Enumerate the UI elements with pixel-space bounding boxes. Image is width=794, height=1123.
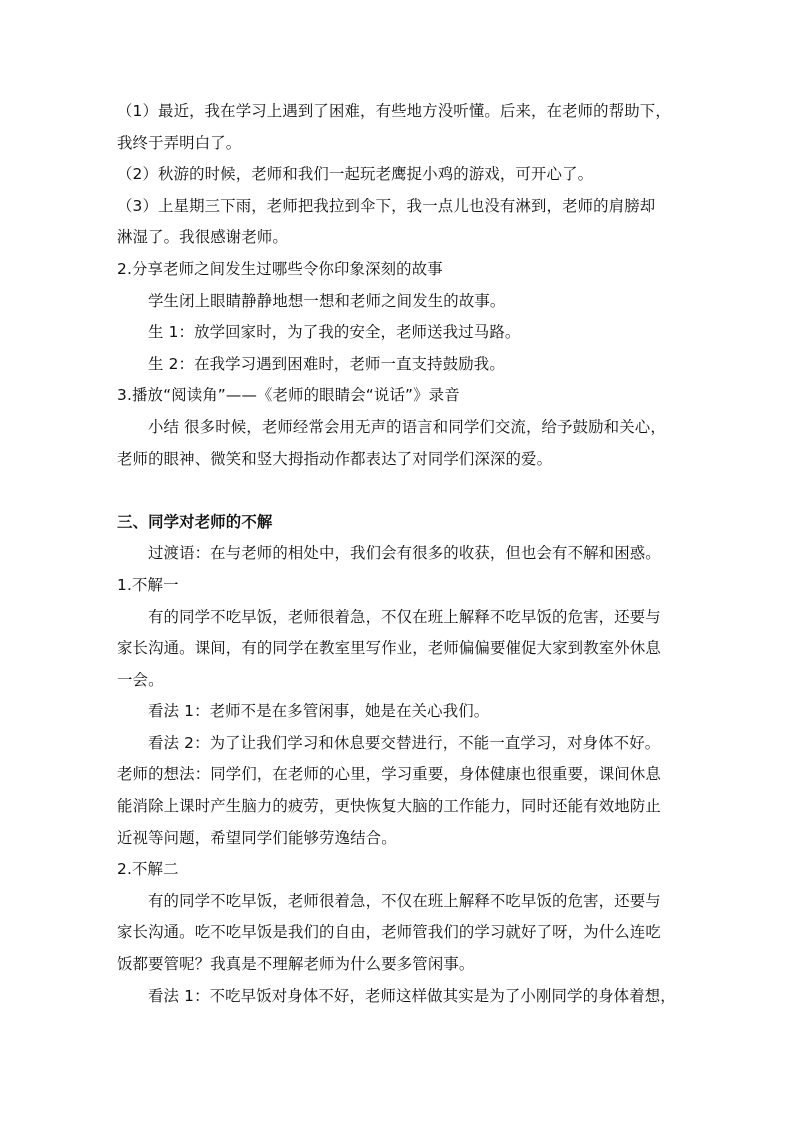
paragraph-line: 有的同学不吃早饭，老师很着急，不仅在班上解释不吃早饭的危害，还要与 (148, 607, 661, 626)
paragraph-line: 看法 1：不吃早饭对身体不好，老师这样做其实是为了小刚同学的身体着想， (148, 986, 676, 1005)
paragraph-line: 看法 2：为了让我们学习和休息要交替进行，不能一直学习，对身体不好。 (148, 733, 661, 752)
section-item-title: 3.播放“阅读角”——《老师的眼睛会“说话”》录音 (117, 386, 460, 405)
section-item-title: 2.分享老师之间发生过哪些令你印象深刻的故事 (117, 259, 443, 278)
section-heading: 三、同学对老师的不解 (117, 512, 273, 531)
paragraph-line: 有的同学不吃早饭，老师很着急，不仅在班上解释不吃早饭的危害，还要与 (148, 891, 661, 910)
document-page (117, 96, 677, 1012)
paragraph-line: 近视等问题，希望同学们能够劳逸结合。 (117, 828, 397, 847)
text-line: （1）最近，我在学习上遇到了困难，有些地方没听懂。后来，在老师的帮助下， (117, 102, 671, 120)
section-item-title: 1.不解一 (117, 575, 179, 594)
paragraph-line: 小结 很多时候，老师经常会用无声的语言和同学们交流，给予鼓励和关心， (148, 417, 666, 436)
paragraph-line: 家长沟通。课间，有的同学在教室里写作业，老师偏偏要催促大家到教室外休息 (117, 639, 661, 658)
section-item-title: 2.不解二 (117, 860, 179, 879)
text-line: （3）上星期三下雨，老师把我拉到伞下，我一点儿也没有淋到，老师的肩膀却 (117, 196, 656, 215)
paragraph-line: 生 1：放学回家时，为了我的安全，老师送我过马路。 (148, 323, 521, 342)
paragraph-line: 家长沟通。吃不吃早饭是我们的自由，老师管我们的学习就好了呀，为什么连吃 (117, 923, 661, 942)
paragraph-line: 能消除上课时产生脑力的疲劳，更快恢复大脑的工作能力，同时还能有效地防止 (117, 797, 661, 816)
text-line: （2）秋游的时候，老师和我们一起玩老鹰捉小鸡的游戏，可开心了。 (117, 165, 594, 184)
paragraph-line: 学生闭上眼睛静静地想一想和老师之间发生的故事。 (148, 291, 506, 310)
text-line: 我终于弄明白了。 (117, 133, 242, 152)
paragraph-line: 老师的想法：同学们，在老师的心里，学习重要，身体健康也很重要，课间休息 (117, 765, 661, 784)
paragraph-line: 一会。 (117, 670, 164, 689)
paragraph-line: 生 2：在我学习遇到困难时，老师一直支持鼓励我。 (148, 354, 505, 373)
paragraph-line: 看法 1：老师不是在多管闲事，她是在关心我们。 (148, 702, 490, 721)
text-line: 淋湿了。我很感谢老师。 (117, 228, 288, 247)
paragraph-line: 饭都要管呢？我真是不理解老师为什么要多管闲事。 (117, 955, 475, 974)
paragraph-line: 老师的眼神、微笑和竖大拇指动作都表达了对同学们深深的爱。 (117, 449, 553, 468)
blank-line (117, 475, 677, 507)
paragraph-line: 过渡语：在与老师的相处中，我们会有很多的收获，但也会有不解和困惑。 (148, 544, 661, 563)
